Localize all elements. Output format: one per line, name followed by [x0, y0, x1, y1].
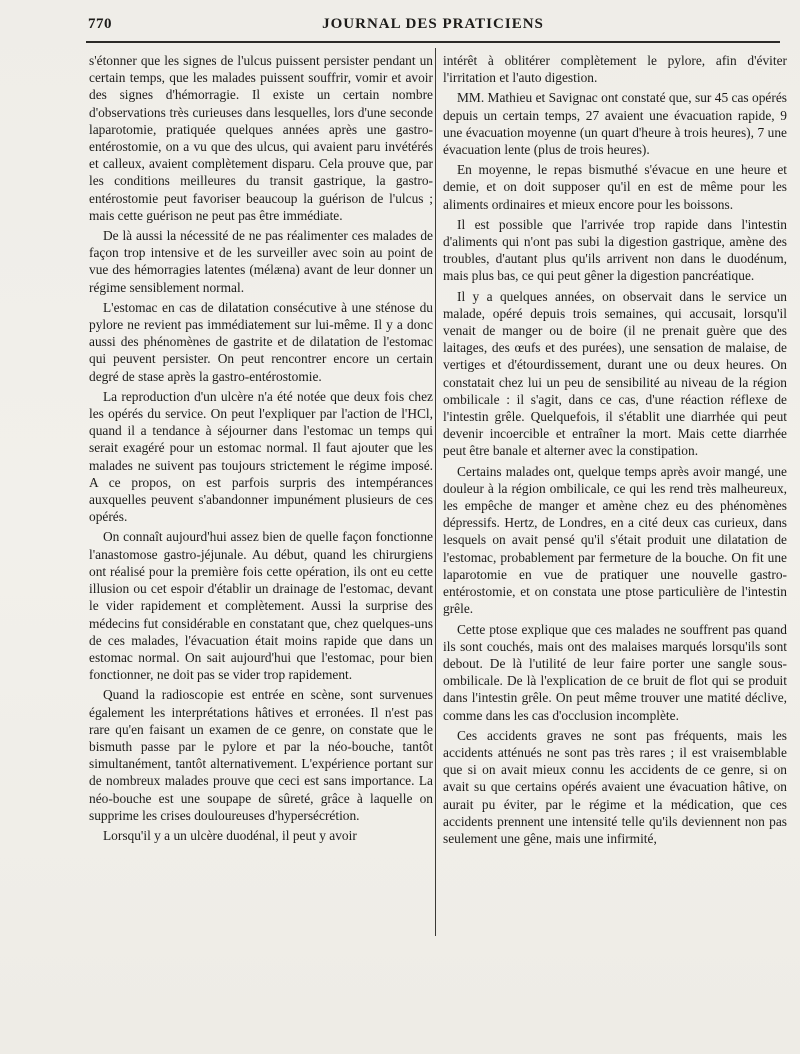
paragraph: En moyenne, le repas bismuthé s'évacue en une heure et demie, et on doit supposer qu'il en est de même pour les aliments ordinaires et mieux encore pour les boissons.: [443, 162, 787, 212]
header-rule: [86, 41, 780, 43]
paragraph: Cette ptose explique que ces malades ne souffrent pas quand ils sont couchés, mais ont des malaises marqués lorsqu'ils sont debout. De là l'utilité de leur faire porter une sangle sous-ombilicale. De là l'explication de ce bruit de flot qui se produit dans l'intestin grêle. On peut même trouver une matité déclive, comme dans les cas d'occlusion incomplète.: [443, 621, 787, 723]
page-number: 770: [88, 16, 112, 32]
paragraph: La reproduction d'un ulcère n'a été notée que deux fois chez les opérés du service. On peut l'expliquer par l'action de l'HCl, quand il a tendance à séjourner dans l'estomac un temps qui serait exagéré pour un estomac normal. Il faut ajouter que les malades ne suivent pas toujours strictement le régime imposé. A ce propos, on est parfois surpris des intempérances auxquelles peuvent s'abandonner impunément plusieurs de ces opérés.: [89, 388, 433, 525]
paragraph: intérêt à oblitérer complètement le pylore, afin d'éviter l'irritation et l'auto digestion.: [443, 53, 787, 86]
column-divider: [435, 48, 436, 936]
page-header: [88, 16, 778, 38]
paragraph: De là aussi la nécessité de ne pas réalimenter ces malades de façon trop intensive et de les surveiller avec soin au point de vue des hémorragies latentes (mélæna) avant de leur donner un régime sensiblement normal.: [89, 228, 433, 295]
paragraph: L'estomac en cas de dilatation consécutive à une sténose du pylore ne revient pas immédiatement sur lui-même. Il y a donc aussi des phénomènes de gastrite et de dilatation de l'estomac qui peuvent persister. On peut rencontrer encore un certain degré de stase après la gastro-entérostomie.: [89, 299, 433, 384]
paragraph: Certains malades ont, quelque temps après avoir mangé, une douleur à la région ombilicale, ce qui les rend très malheureux, les empêche de manger et amène chez eu des phénomènes dépressifs. Hertz, de Londres, en a cité deux cas curieux, dans lesquels on avait pensé qu'il s'était produit une dilatation de l'estomac, probablement par fermeture de la bouche. On fit une laparotomie en vue de pratiquer une nouvelle gastro-entérostomie, et on constata une ptose particulière de l'intestin grêle.: [443, 463, 787, 617]
paragraph: Il est possible que l'arrivée trop rapide dans l'intestin d'aliments qui n'ont pas subi la digestion gastrique, amène des troubles, d'autant plus qu'ils arrivent non dans le duodénum, mais plus bas, ce qui peut gêner la digestion pancréatique.: [443, 216, 787, 284]
paragraph: Lorsqu'il y a un ulcère duodénal, il peut y avoir: [103, 827, 357, 843]
paragraph: Il y a quelques années, on observait dans le service un malade, opéré depuis trois semaines, qui accusait, lorsqu'il venait de manger ou de boire (il ne prenait guère que des laitages, des œufs et des purées), une sensation de malaise, de vertiges et d'étourdissement, durant une ou deux heures. On constatait chez lui un peu de sensibilité au niveau de la région ombilicale : il s'agit, dans ce cas, d'une réaction réflexe de l'intestin grêle. Quelquefois, il s'établit une diarrhée qui peut devenir incoercible et entraîner la mort. Mais cette diarrhée peut être banale et alterner avec la constipation.: [443, 288, 787, 459]
paragraph: Quand la radioscopie est entrée en scène, sont survenues également les interprétations hâtives et erronées. Il n'est pas rare qu'en faisant un examen de ce genre, on constate que le bismuth passe par le pylore et par la néo-bouche, tantôt simultanément, tantôt alternativement. L'expérience portant sur de nombreux malades prouve que ceci est sans importance. La néo-bouche est une soupape de sûreté, grâce à laquelle on supprime les crises douloureuses d'hypersécrétion.: [89, 687, 433, 823]
paragraph: s'étonner que les signes de l'ulcus puissent persister pendant un certain temps, que les malades puissent souffrir, vomir et avoir des signes d'hémorragie. Il existe un certain nombre d'observations très curieuses dans lesquelles, lors d'une seconde laparotomie, pratiquée quelques années après une gastro-entérostomie, on a vu que des ulcus, qui avaient paru invétérés et calleux, avaient complètement disparu. Cela prouve que, par les conditions meilleures du transit gastrique, la gastro-entérostomie peut favoriser beaucoup la guérison de l'ulcus ; mais cette guérison ne peut pas être immédiate.: [89, 53, 433, 223]
running-title: JOURNAL DES PRATICIENS: [322, 16, 544, 32]
paragraph: On connaît aujourd'hui assez bien de quelle façon fonctionne l'anastomose gastro-jéjunale. Au début, quand les chirurgiens ont réalisé pour la première fois cette opération, ils ont eu cette illusion ou cet espoir d'établir un drainage de l'estomac, devant le vider rapidement et complètement. Aussi la surprise des médecins fut considérable en constatant que, chez quelques-uns de ces malades, l'évacuation était moins rapide que dans un estomac normal. On sait aujourd'hui que l'estomac, pour bien fonctionner, ne doit pas se vider trop rapidement.: [89, 529, 433, 683]
right-column: [443, 52, 787, 850]
paragraph: Ces accidents graves ne sont pas fréquents, mais les accidents atténués ne sont pas très rares ; il est vraisemblable que si on avait mieux connu les accidents de ce genre, si on avait su que certains opérés avaient une évacuation hâtive, on aurait pu éviter, par le régime et la médication, que ces accidents prennent une intensité telle qu'ils deviennent non pas seulement une gêne, mais une infirmité,: [443, 727, 787, 846]
paragraph: MM. Mathieu et Savignac ont constaté que, sur 45 cas opérés depuis un certain temps, 27 avaient une évacuation rapide, 9 une évacuation moyenne (un quart d'heure à trois heures), 7 une évacuation lente (plus de trois heures).: [443, 90, 787, 158]
left-column: [89, 52, 433, 847]
